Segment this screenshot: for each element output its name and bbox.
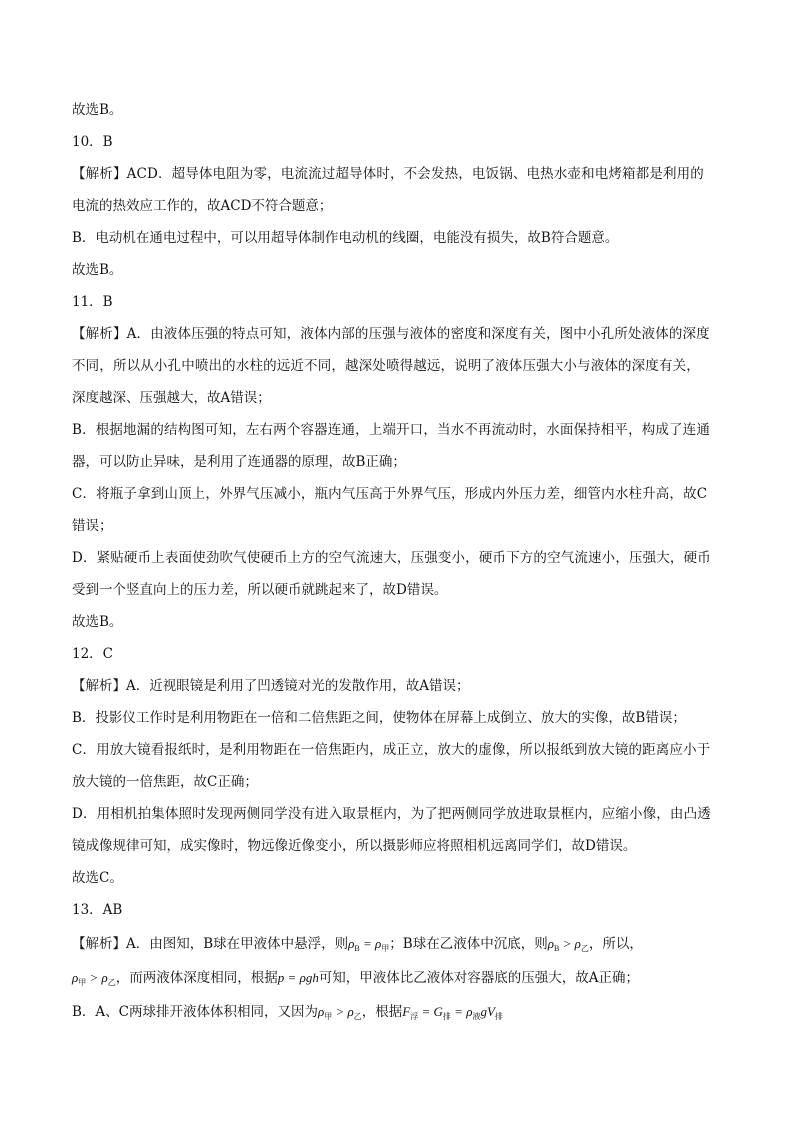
text-line: B．根据地漏的结构图可知，左右两个容器连通，上端开口，当水不再流动时，水面保持相平，构成了连通 xyxy=(72,422,710,438)
subscript: 甲 xyxy=(78,978,87,987)
text-line: 故选B。 xyxy=(72,614,123,630)
equals-sign: = xyxy=(359,936,376,951)
question-number: 13．AB xyxy=(72,902,123,918)
text-segment: ；B球在乙液体中沉底，则 xyxy=(389,936,548,952)
math-expression xyxy=(278,970,319,985)
rho-symbol: ρ xyxy=(348,936,355,951)
text-line: 放大镜的一倍焦距，故C正确； xyxy=(72,774,258,790)
equals-sign: = xyxy=(284,970,300,985)
subscript: 浮 xyxy=(410,1012,419,1021)
rho-symbol: ρ xyxy=(318,1004,325,1019)
text-line: 【解析】A．近视眼镜是利用了凹透镜对光的发散作用，故A错误； xyxy=(72,678,470,694)
greater-than-sign: > xyxy=(86,970,102,985)
equals-sign: = xyxy=(418,1004,434,1019)
rho-symbol: ρ xyxy=(574,936,581,951)
rho-symbol: ρ xyxy=(466,1004,473,1019)
text-line: 深度越深、压强越大，故A错误； xyxy=(72,390,271,406)
subscript: 甲 xyxy=(381,944,390,953)
text-line: 【解析】A．由液体压强的特点可知，液体内部的压强与液体的密度和深度有关，图中小孔所处液体的深度 xyxy=(72,326,710,342)
text-segment: 【解析】A．由图知，B球在甲液体中悬浮，则 xyxy=(72,936,349,952)
text-line: 故选C。 xyxy=(72,870,123,886)
formula-line xyxy=(72,968,639,993)
gravity-symbol: g xyxy=(480,1004,487,1019)
volume-symbol: V xyxy=(486,1004,495,1019)
subscript: 排 xyxy=(442,1012,451,1021)
formula-line xyxy=(72,934,643,959)
math-expression xyxy=(72,970,116,985)
rho-symbol: ρ xyxy=(375,936,382,951)
math-expression xyxy=(548,936,589,951)
text-segment: B．A、C两球排开液体体积相同，又因为 xyxy=(72,1004,318,1020)
greater-than-sign: > xyxy=(559,936,575,951)
text-line: 【解析】ACD．超导体电阻为零，电流流过超导体时，不会发热，电饭锅、电热水壶和电烤箱都是利用的 xyxy=(72,166,704,182)
rho-symbol: ρ xyxy=(72,970,79,985)
text-line: 受到一个竖直向上的压力差，所以硬币就跳起来了，故D错误。 xyxy=(72,582,448,598)
text-line: 故选B。 xyxy=(72,262,123,278)
subscript: 乙 xyxy=(107,978,116,987)
text-line: B．投影仪工作时是利用物距在一倍和二倍焦距之间，使物体在屏幕上成倒立、放大的实像，故B错误； xyxy=(72,710,686,726)
question-number: 10．B xyxy=(72,134,113,150)
text-line: C．用放大镜看报纸时，是利用物距在一倍焦距内，成正立，放大的虚像，所以报纸到放大镜的距离应小于 xyxy=(72,742,711,758)
weight-symbol: G xyxy=(433,1004,443,1019)
equals-sign: = xyxy=(450,1004,467,1019)
rho-symbol: ρ xyxy=(299,970,306,985)
text-segment: ，而两液体深度相同，根据 xyxy=(115,970,278,986)
pressure-symbol: p xyxy=(277,970,285,985)
gh-term: gh xyxy=(305,970,319,985)
text-segment: ，根据 xyxy=(361,1004,403,1020)
rho-symbol: ρ xyxy=(547,936,554,951)
subscript: B xyxy=(553,944,560,953)
subscript: 排 xyxy=(494,1012,503,1021)
text-segment: ，所以， xyxy=(588,936,643,952)
math-expression xyxy=(348,936,389,951)
math-expression xyxy=(402,1004,503,1019)
force-symbol: F xyxy=(402,1004,411,1019)
text-line: D．用相机拍集体照时发现两侧同学没有进入取景框内，为了把两侧同学放进取景框内，应缩小像，由凸透 xyxy=(72,806,711,822)
text-line: 不同，所以从小孔中喷出的水柱的远近不同，越深处喷得越远，说明了液体压强大小与液体的深度有关， xyxy=(72,358,700,374)
question-number: 12．C xyxy=(72,646,114,662)
text-line: 故选B。 xyxy=(72,102,123,118)
text-line: C．将瓶子拿到山顶上，外界气压减小，瓶内气压高于外界气压，形成内外压力差，细管内水柱升高，故C xyxy=(72,486,708,502)
text-line: 错误； xyxy=(72,518,113,534)
greater-than-sign: > xyxy=(332,1004,348,1019)
subscript: 液 xyxy=(472,1012,481,1021)
subscript: B xyxy=(354,944,360,953)
math-expression xyxy=(318,1004,362,1019)
text-line: D．紧贴硬币上表面使劲吹气使硬币上方的空气流速大，压强变小，硬币下方的空气流速小，压强大，硬币 xyxy=(72,550,711,566)
rho-symbol: ρ xyxy=(347,1004,354,1019)
subscript: 乙 xyxy=(353,1012,362,1021)
subscript: 甲 xyxy=(324,1012,333,1021)
text-line: 镜成像规律可知，成实像时，物远像近像变小，所以摄影师应将照相机远离同学们，故D错误。 xyxy=(72,838,637,854)
rho-symbol: ρ xyxy=(101,970,108,985)
question-number: 11．B xyxy=(72,294,113,310)
subscript: 乙 xyxy=(580,944,589,953)
text-line: 电流的热效应工作的，故ACD不符合题意； xyxy=(72,198,333,214)
text-line: 器，可以防止异味，是利用了连通器的原理，故B正确； xyxy=(72,454,406,470)
text-line: B．电动机在通电过程中，可以用超导体制作电动机的线圈，电能没有损失，故B符合题意。 xyxy=(72,230,619,246)
text-segment: 可知，甲液体比乙液体对容器底的压强大，故A正确； xyxy=(318,970,640,986)
formula-line xyxy=(72,1002,503,1027)
